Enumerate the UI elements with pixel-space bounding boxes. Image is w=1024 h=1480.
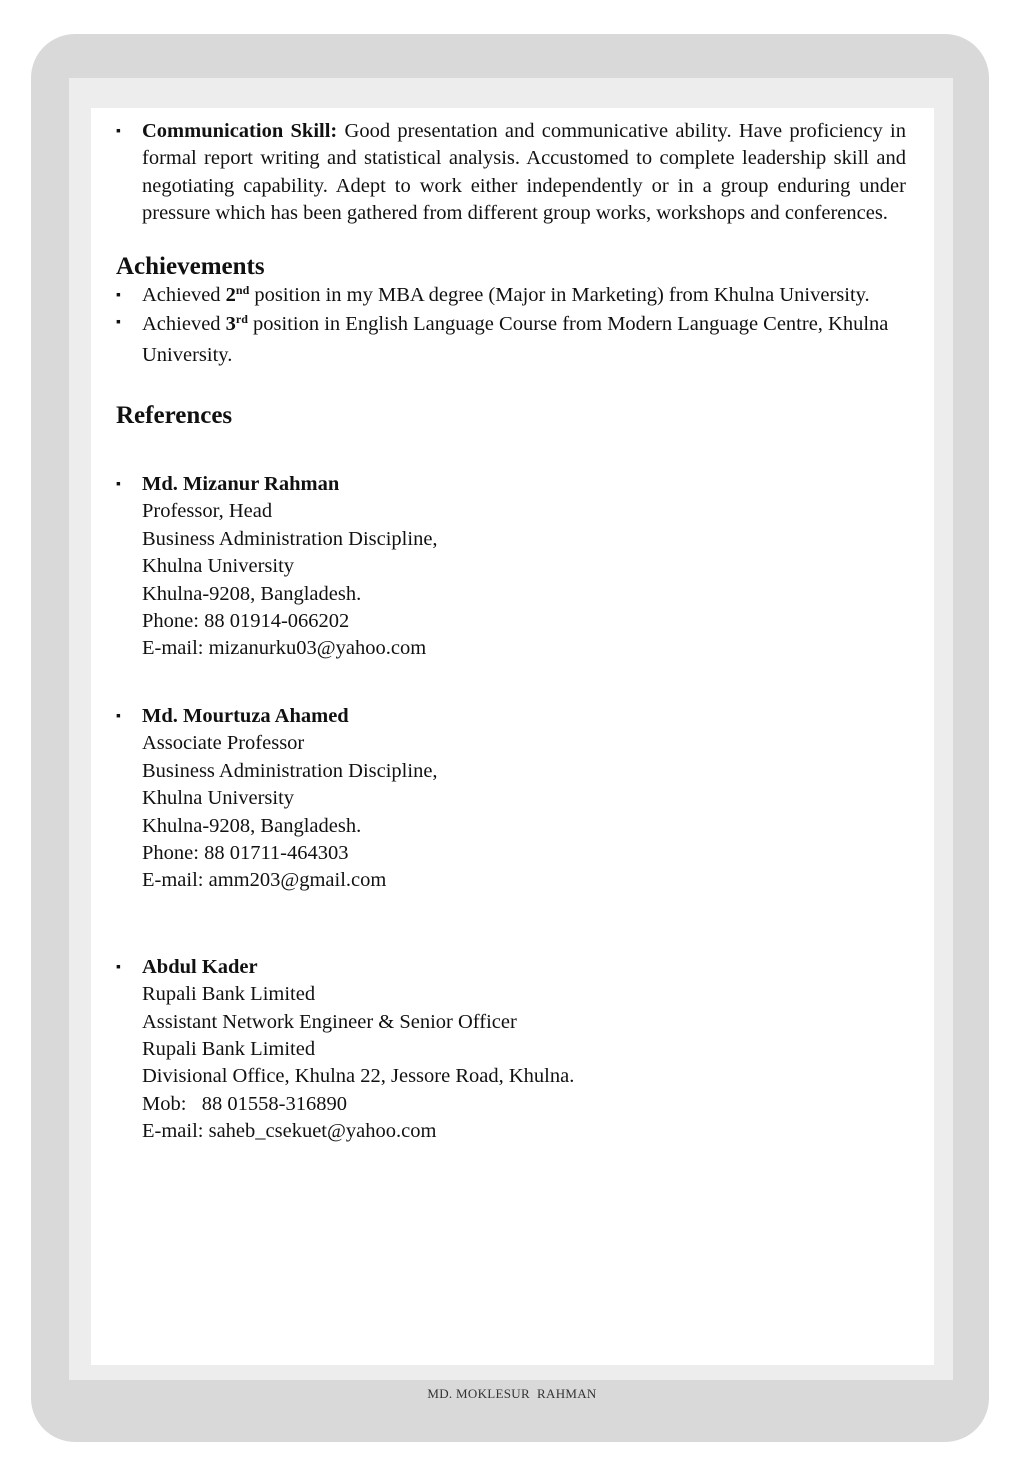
- reference-organization: Rupali Bank Limited: [142, 983, 316, 1006]
- reference-title: Professor, Head: [142, 500, 273, 523]
- achievement-item: [116, 309, 906, 371]
- reference-email: E-mail: saheb_csekuet@yahoo.com: [142, 1120, 437, 1143]
- reference-organization: Khulna University: [142, 787, 295, 810]
- bullet-icon: ▪: [116, 124, 121, 139]
- achievement-rank: 2: [225, 283, 236, 306]
- reference-address: Divisional Office, Khulna 22, Jessore Road, Khulna.: [142, 1065, 575, 1088]
- achievement-text: position in English Language Course from Modern Language Centre, Khulna University.: [142, 313, 889, 367]
- reference-email: E-mail: mizanurku03@yahoo.com: [142, 637, 427, 660]
- achievement-prefix: Achieved: [142, 313, 221, 336]
- achievement-rank: 3: [225, 313, 236, 336]
- resume-page: [91, 108, 934, 1365]
- achievement-rank-suffix: nd: [235, 282, 250, 297]
- reference-item: [116, 954, 906, 1146]
- reference-email: E-mail: amm203@gmail.com: [142, 869, 387, 892]
- reference-name: Abdul Kader: [142, 955, 258, 978]
- achievement-prefix: Achieved: [142, 283, 221, 306]
- bullet-icon: ▪: [116, 315, 121, 331]
- reference-name: Md. Mizanur Rahman: [142, 473, 340, 496]
- reference-item: [116, 703, 906, 895]
- references-heading: References: [116, 402, 233, 430]
- reference-address: Khulna-9208, Bangladesh.: [142, 582, 362, 605]
- communication-skill-label: Communication Skill:: [142, 120, 338, 142]
- reference-phone: Phone: 88 01711-464303: [142, 841, 349, 864]
- reference-item: [116, 471, 906, 663]
- reference-title: Assistant Network Engineer & Senior Officer: [142, 1010, 517, 1033]
- reference-name: Md. Mourtuza Ahamed: [142, 704, 349, 727]
- achievement-rank-suffix: rd: [235, 312, 248, 327]
- achievement-text: position in my MBA degree (Major in Marketing) from Khulna University.: [254, 283, 870, 306]
- reference-department: Business Administration Discipline,: [142, 759, 438, 782]
- bullet-icon: ▪: [116, 287, 121, 303]
- bullet-icon: ▪: [116, 477, 121, 493]
- achievements-heading: Achievements: [116, 252, 265, 280]
- reference-title: Associate Professor: [142, 732, 305, 755]
- bullet-icon: ▪: [116, 708, 121, 724]
- reference-organization: Khulna University: [142, 555, 295, 578]
- communication-skill-text: Good presentation and communicative ability. Have proficiency in formal report writing and statistical analysis. Accustomed to complete leadership skill and negotiating capability. Adept to work either independently or in a group enduring under pressure which has been gathered from different group works, workshops and conferences.: [142, 120, 906, 225]
- communication-skill-item: [116, 118, 906, 228]
- reference-phone: Mob: 88 01558-316890: [142, 1092, 347, 1115]
- achievement-item: [116, 282, 906, 309]
- reference-address: Khulna-9208, Bangladesh.: [142, 814, 362, 837]
- reference-department: Business Administration Discipline,: [142, 527, 438, 550]
- page-footer-name: MD. MOKLESUR RAHMAN: [427, 1386, 597, 1401]
- reference-organization: Rupali Bank Limited: [142, 1037, 316, 1060]
- reference-phone: Phone: 88 01914-066202: [142, 610, 350, 633]
- page-content: [116, 118, 906, 1146]
- bullet-icon: ▪: [116, 959, 121, 975]
